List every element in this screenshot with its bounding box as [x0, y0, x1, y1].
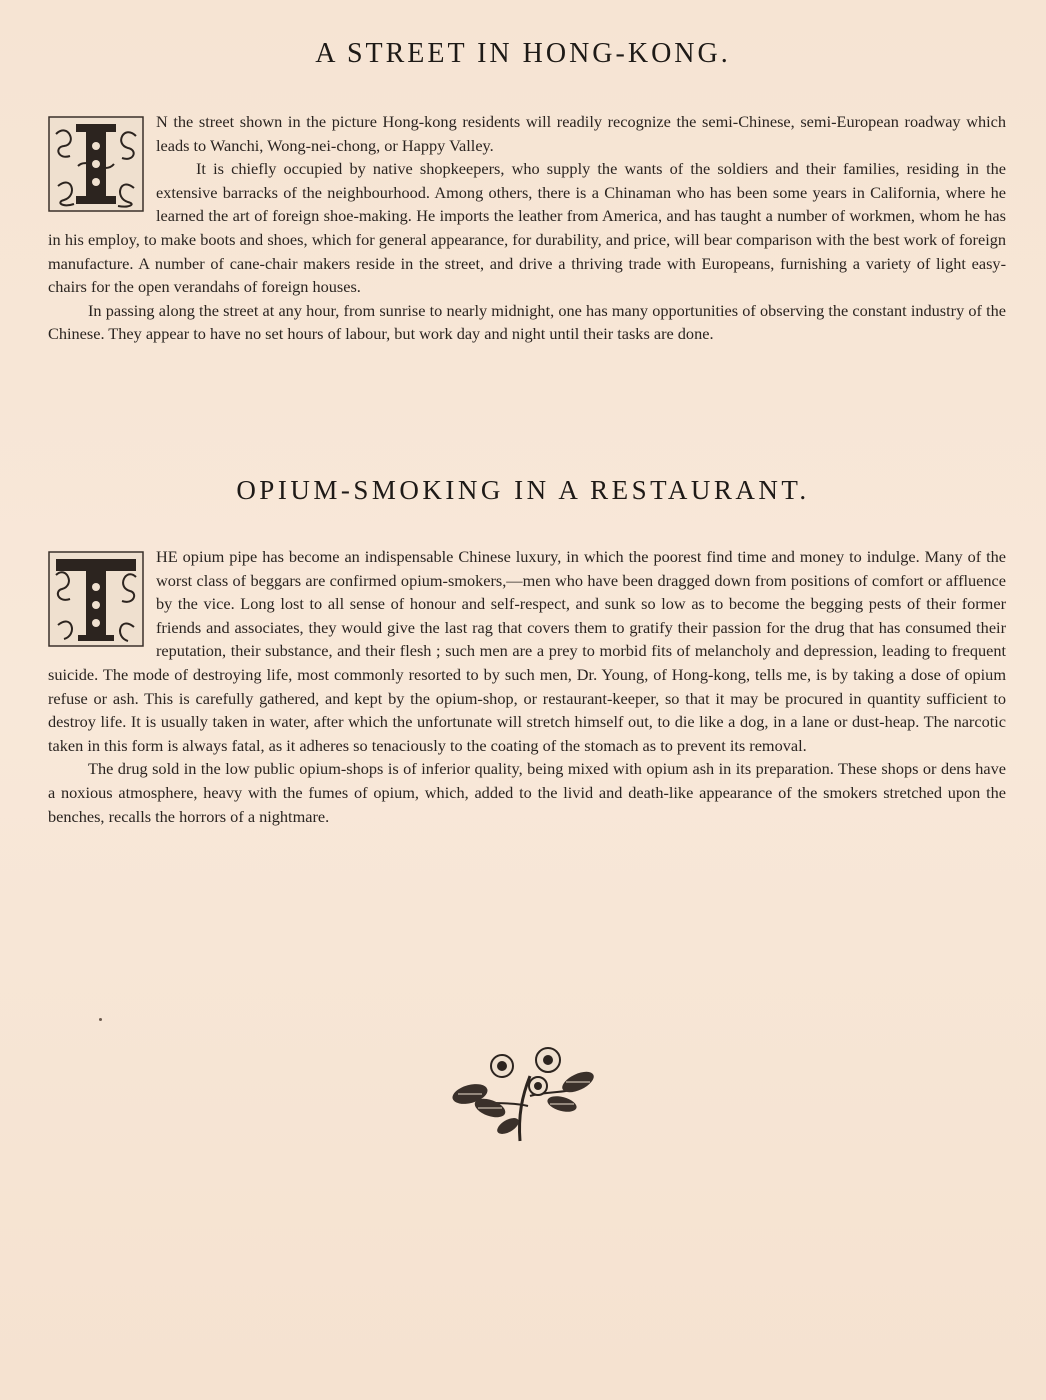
ink-speck	[99, 1018, 102, 1021]
paragraph-text: In passing along the street at any hour, from sunrise to nearly midnight, one has many opportunities of observing the constant industry of the Chinese. They appear to have no set hours of labour, but work day and night until their tasks are done.	[48, 300, 1006, 344]
paragraph-text: HE opium pipe has become an indispensable Chinese luxury, in which the poorest find time and money to indulge. Many of the worst class of beggars are confirmed opium-smokers,—men who have been dragged down from positions of comfort or affluence by the vice. Long lost to all sense of honour and self-respect, and sunk so low as to become the begging pests of their former friends and associates, they would give the last rag that covers them to gratify their passion for the drug that has consumed their reputation, their substance, and their flesh ; such men are a prey to morbid fits of melancholy and depression, leading to frequent suicide. The mode of destroying life, most commonly resorted to by such men, Dr. Young, of Hong-kong, tells me, is by taking a dose of opium refuse or ash. This is carefully gathered, and kept by the opium-shop, or restaurant-keeper, so that it may be procured in quantity sufficient to destroy life. It is usually taken in water, after which the unfortunate will stretch himself out, to die like a dog, in a lane or dust-heap. The narcotic taken in this form is always fatal, as it adheres so tenaciously to the coating of the stomach as to prevent its removal.	[48, 547, 1006, 755]
dropcap-i-icon	[48, 116, 144, 212]
paragraph	[48, 157, 1006, 299]
flower-sprig-icon	[450, 1046, 596, 1146]
paragraph	[48, 757, 1006, 828]
paragraph	[48, 545, 1006, 757]
section-title-opium: OPIUM-SMOKING IN A RESTAURANT.	[236, 475, 810, 505]
paragraph-text: It is chiefly occupied by native shopkeepers, who supply the wants of the soldiers and their families, residing in the extensive barracks of the neighbourhood. Among others, there is a Chinaman who has been some years in California, where he learned the art of foreign shoe-making. He imports the leather from America, and has taught a number of workmen, whom he has in his employ, to make boots and shoes, which for general appearance, for durability, and price, will bear comparison with the best work of foreign manufacture. A number of cane-chair makers reside in the street, and drive a thriving trade with Europeans, furnishing a variety of light easy-chairs for the open verandahs of foreign houses.	[48, 159, 1006, 297]
dropcap-t-icon	[48, 551, 144, 647]
section-opium	[48, 545, 1006, 828]
paragraph	[48, 110, 1006, 157]
section-street	[48, 110, 1006, 346]
paragraph-text: The drug sold in the low public opium-shops is of inferior quality, being mixed with opium ash in its preparation. These shops or dens have a noxious atmosphere, heavy with the fumes of opium, which, added to the livid and death-like appearance of the smokers stretched upon the benches, recalls the horrors of a nightmare.	[48, 759, 1006, 826]
paragraph-text: N the street shown in the picture Hong-kong residents will readily recognize the semi-Chinese, semi-European roadway which leads to Wanchi, Wong-nei-chong, or Happy Valley.	[156, 112, 1006, 155]
section-title-street: A STREET IN HONG-KONG.	[315, 38, 731, 69]
paragraph	[48, 299, 1006, 346]
